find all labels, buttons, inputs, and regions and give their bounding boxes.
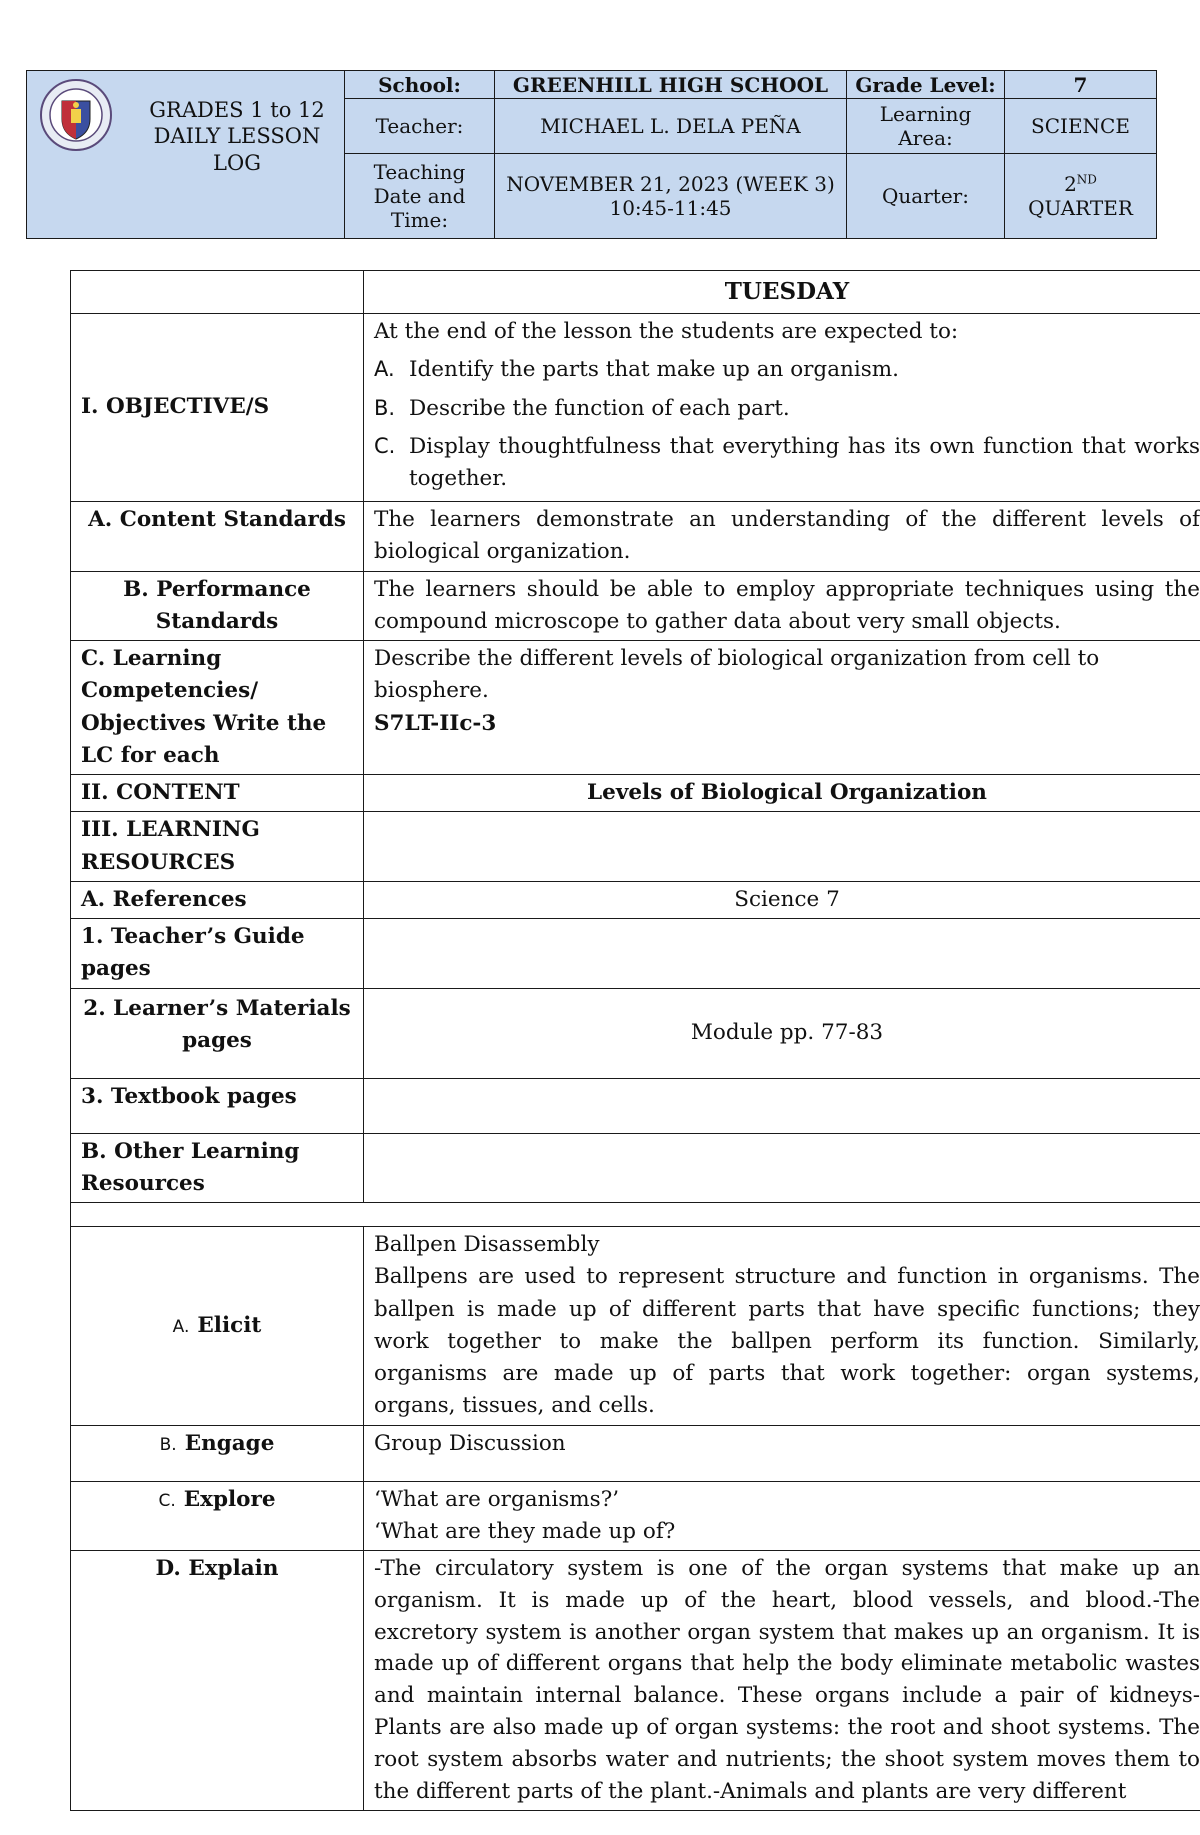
- engage-name: Engage: [184, 1430, 275, 1456]
- day-header: TUESDAY: [364, 271, 1200, 314]
- grade-label: Grade Level:: [847, 71, 1005, 99]
- textbook-value: [364, 1078, 1200, 1133]
- area-label: Learning Area:: [847, 99, 1005, 154]
- elicit-title: Ballpen Disassembly: [374, 1232, 600, 1257]
- learners-materials-label: 2. Learner’s Materials pages: [71, 988, 364, 1078]
- content-standards-label: A. Content Standards: [71, 502, 364, 572]
- area-value: SCIENCE: [1005, 99, 1157, 154]
- other-resources-value: [364, 1133, 1200, 1203]
- competencies-label: C. Learning Competencies/ Objectives Write the LC for each: [71, 641, 364, 775]
- resources-label: III. LEARNING RESOURCES: [71, 812, 364, 882]
- objective-item: [374, 431, 1200, 496]
- objectives-cell: [364, 314, 1200, 502]
- teacher-value: MICHAEL L. DELA PEÑA: [495, 99, 847, 154]
- time-value: 10:45-11:45: [609, 196, 732, 220]
- objective-text: Describe the function of each part.: [409, 395, 790, 421]
- spacer-row: [71, 1203, 1200, 1227]
- grade-value: 7: [1005, 71, 1157, 99]
- elicit-letter: A.: [172, 1316, 190, 1337]
- lesson-table: [70, 270, 1200, 1811]
- teachers-guide-label: 1. Teacher’s Guide pages: [71, 919, 364, 989]
- date-time-cell: [495, 154, 847, 239]
- teachers-guide-value: [364, 919, 1200, 989]
- elicit-text: Ballpens are used to represent structure and function in organisms. The ballpen is made up of different parts that have specific functions; they work together to make the ballpen perform its function. Similarly, organisms are made up of parts that work together: organ systems, organs, tissues, and cells.: [374, 1264, 1200, 1419]
- date-value: NOVEMBER 21, 2023 (WEEK 3): [506, 172, 835, 196]
- objectives-list: [374, 354, 1200, 495]
- competency-code: S7LT-IIc-3: [374, 710, 497, 736]
- content-standards-text: The learners demonstrate an understanding of the different levels of biological organization.: [364, 502, 1200, 572]
- deped-seal-icon: [40, 79, 112, 151]
- objective-text: Display thoughtfulness that everything has its own function that works together.: [409, 433, 1200, 491]
- explore-label: [71, 1481, 364, 1551]
- resources-value: [364, 812, 1200, 882]
- corner-cell: [71, 271, 364, 314]
- explain-label: D. Explain: [71, 1551, 364, 1811]
- elicit-label: [71, 1227, 364, 1426]
- objective-text: Identify the parts that make up an organism.: [409, 357, 899, 383]
- objectives-label: I. OBJECTIVE/S: [71, 314, 364, 502]
- references-value: Science 7: [364, 881, 1200, 918]
- objectives-intro: At the end of the lesson the students are expected to:: [374, 319, 959, 344]
- competencies-text: Describe the different levels of biological organization from cell to biosphere.: [374, 646, 1100, 704]
- explore-letter: C.: [158, 1490, 176, 1511]
- quarter-suffix: ND: [1076, 172, 1097, 187]
- explore-name: Explore: [183, 1486, 276, 1512]
- content-label: II. CONTENT: [71, 775, 364, 812]
- elicit-cell: [364, 1227, 1200, 1426]
- objective-marker: C.: [374, 433, 396, 458]
- engage-text: Group Discussion: [364, 1425, 1200, 1481]
- performance-standards-label: B. Performance Standards: [71, 571, 364, 641]
- quarter-word: QUARTER: [1028, 196, 1133, 220]
- other-resources-label: B. Other Learning Resources: [71, 1133, 364, 1203]
- explain-text: -The circulatory system is one of the organ systems that make up an organism. It is made up of the heart, blood vessels, and blood.-The excretory system is another organ system that makes up an organism. It is made up of different organs that help the body eliminate metabolic wastes and maintain internal balance. These organs include a pair of kidneys-Plants are also made up of organ systems: the root and shoot systems. The root system absorbs water and nutrients; the shoot system moves them to the different parts of the plant.-Animals and plants are very different: [364, 1551, 1200, 1811]
- elicit-name: Elicit: [197, 1312, 262, 1338]
- engage-letter: B.: [159, 1434, 177, 1455]
- date-label: Teaching Date and Time:: [345, 154, 495, 239]
- explore-cell: [364, 1481, 1200, 1551]
- logo-title-cell: [27, 71, 345, 239]
- textbook-label: 3. Textbook pages: [71, 1078, 364, 1133]
- explore-question: ‘What are organisms?’: [374, 1486, 620, 1512]
- objective-item: [374, 354, 1200, 386]
- objective-item: [374, 393, 1200, 425]
- objective-marker: A.: [374, 357, 395, 382]
- engage-label: [71, 1425, 364, 1481]
- explore-question: ‘What are they made up of?: [374, 1518, 676, 1544]
- objective-marker: B.: [374, 395, 396, 420]
- competencies-cell: [364, 641, 1200, 775]
- content-topic: Levels of Biological Organization: [364, 775, 1200, 812]
- performance-standards-text: The learners should be able to employ appropriate techniques using the compound microscope to gather data about very small objects.: [364, 571, 1200, 641]
- header-table: [26, 70, 1157, 239]
- quarter-number: 2: [1064, 172, 1077, 196]
- teacher-label: Teacher:: [345, 99, 495, 154]
- references-label: A. References: [71, 881, 364, 918]
- school-label: School:: [345, 71, 495, 99]
- quarter-value: [1005, 154, 1157, 239]
- quarter-label: Quarter:: [847, 154, 1005, 239]
- learners-materials-value: Module pp. 77-83: [364, 988, 1200, 1078]
- school-value: GREENHILL HIGH SCHOOL: [495, 71, 847, 99]
- document-title: GRADES 1 to 12 DAILY LESSON LOG: [149, 98, 325, 175]
